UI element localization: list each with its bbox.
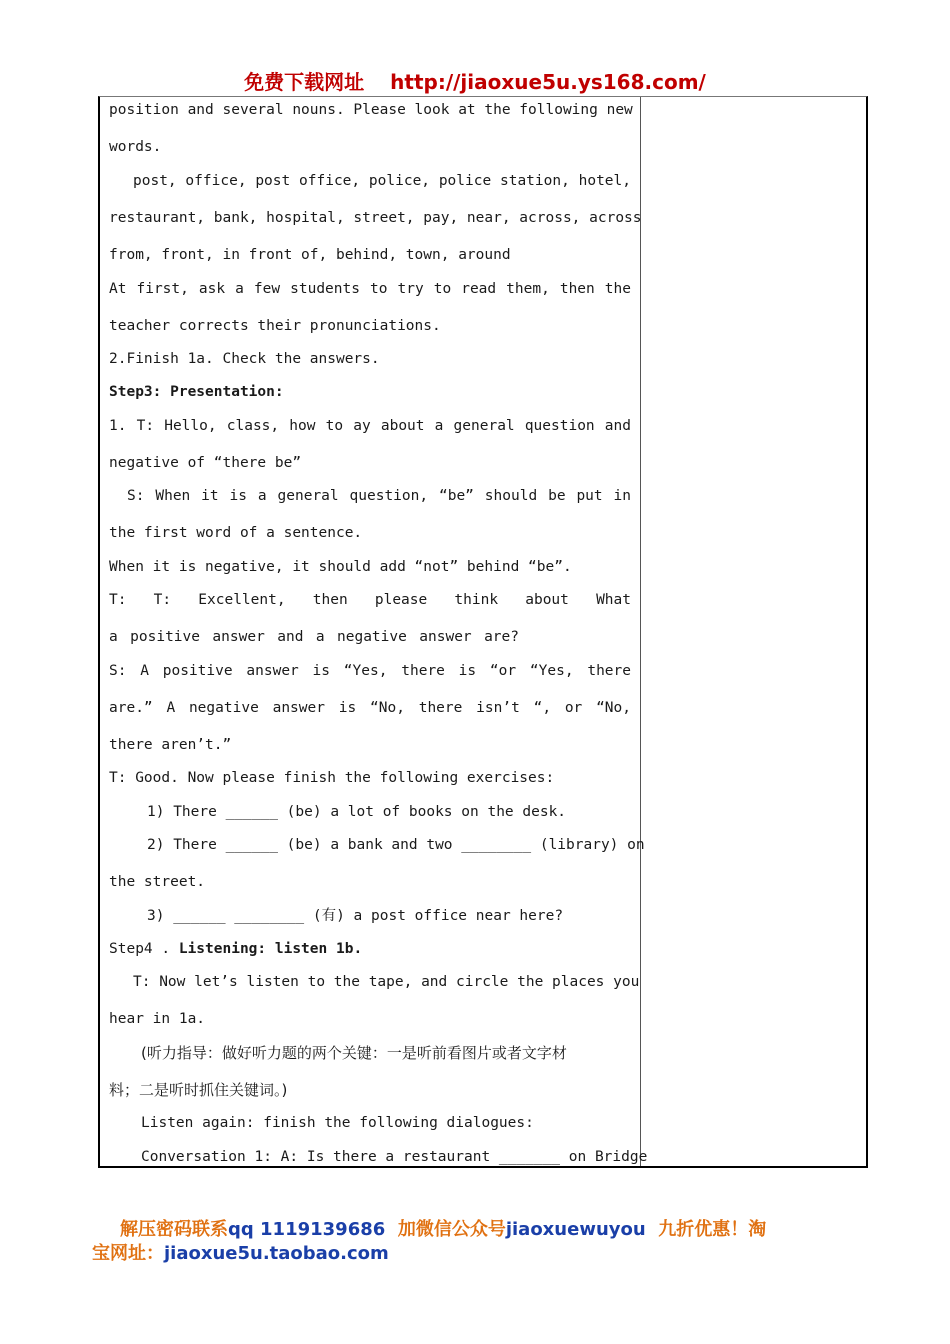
- text-line: 1. T: Hello, class, how to ay about a general question and: [109, 418, 631, 434]
- text-line: Listen again: finish the following dialogues:: [141, 1115, 534, 1131]
- text-line: position and several nouns. Please look at the following new: [109, 102, 633, 118]
- text-line: T: Good. Now please finish the following exercises:: [109, 770, 555, 786]
- step4-label: Step4 .: [109, 941, 179, 957]
- footer-promo: [92, 1218, 852, 1266]
- listening-tip: 料；二是听时抓住关键词。): [109, 1081, 288, 1099]
- text-line: hear in 1a.: [109, 1011, 206, 1027]
- text-line: from, front, in front of, behind, town, around: [109, 247, 511, 263]
- footer-text: 九折优惠！淘: [658, 1219, 767, 1240]
- step4-heading: [109, 940, 631, 958]
- footer-text: 加微信公众号: [397, 1219, 506, 1240]
- header-label: 免费下载网址: [244, 70, 365, 94]
- text-line: 2.Finish 1a. Check the answers.: [109, 351, 380, 367]
- footer-wechat: jiaoxuewuyou: [505, 1219, 646, 1240]
- text-line: S: A positive answer is “Yes, there is “or “Yes, there: [109, 663, 631, 679]
- header-url[interactable]: http://jiaoxue5u.ys168.com/: [390, 70, 706, 94]
- text-line: post, office, post office, police, police station, hotel,: [133, 173, 631, 189]
- text-line: At first, ask a few students to try to read them, then the: [109, 281, 631, 297]
- listening-tip: (听力指导：做好听力题的两个关键：一是听前看图片或者文字材: [141, 1044, 567, 1062]
- text-line: teacher corrects their pronunciations.: [109, 318, 441, 334]
- text-line: restaurant, bank, hospital, street, pay, near, across, across: [109, 210, 642, 226]
- footer-shop-url[interactable]: jiaoxue5u.taobao.com: [164, 1243, 389, 1264]
- header-banner: [0, 66, 950, 95]
- text-line: words.: [109, 139, 162, 155]
- text-line: T: T: Excellent, then please think about What: [109, 592, 631, 608]
- lesson-table: [98, 96, 868, 1168]
- footer-qq: qq 1119139686: [228, 1219, 386, 1240]
- text-line: negative of “there be”: [109, 455, 302, 471]
- text-line: S: When it is a general question, “be” should be put in: [127, 488, 631, 504]
- text-line: When it is negative, it should add “not” behind “be”.: [109, 559, 572, 575]
- text-line: a positive answer and a negative answer are?: [109, 629, 519, 645]
- text-line: are.” A negative answer is “No, there isn’t “, or “No,: [109, 700, 631, 716]
- text-line: there aren’t.”: [109, 737, 232, 753]
- text-line: Conversation 1: A: Is there a restaurant _______ on Bridge: [141, 1149, 648, 1165]
- text-line: T: Now let’s listen to the tape, and circle the places you: [133, 974, 640, 990]
- step4-title: Listening: listen 1b.: [178, 941, 363, 957]
- exercise-item: 3) ______ ________ (有) a post office near here?: [147, 908, 564, 924]
- footer-text: 宝网址：: [92, 1243, 164, 1264]
- exercise-item: 2) There ______ (be) a bank and two ________ (library) on: [147, 837, 645, 853]
- exercise-item: 1) There ______ (be) a lot of books on the desk.: [147, 804, 567, 820]
- footer-text: 解压密码联系: [120, 1219, 228, 1240]
- step3-heading: Step3: Presentation:: [109, 384, 284, 400]
- text-line: the street.: [109, 874, 206, 890]
- column-divider: [640, 97, 641, 1166]
- text-line: the first word of a sentence.: [109, 525, 363, 541]
